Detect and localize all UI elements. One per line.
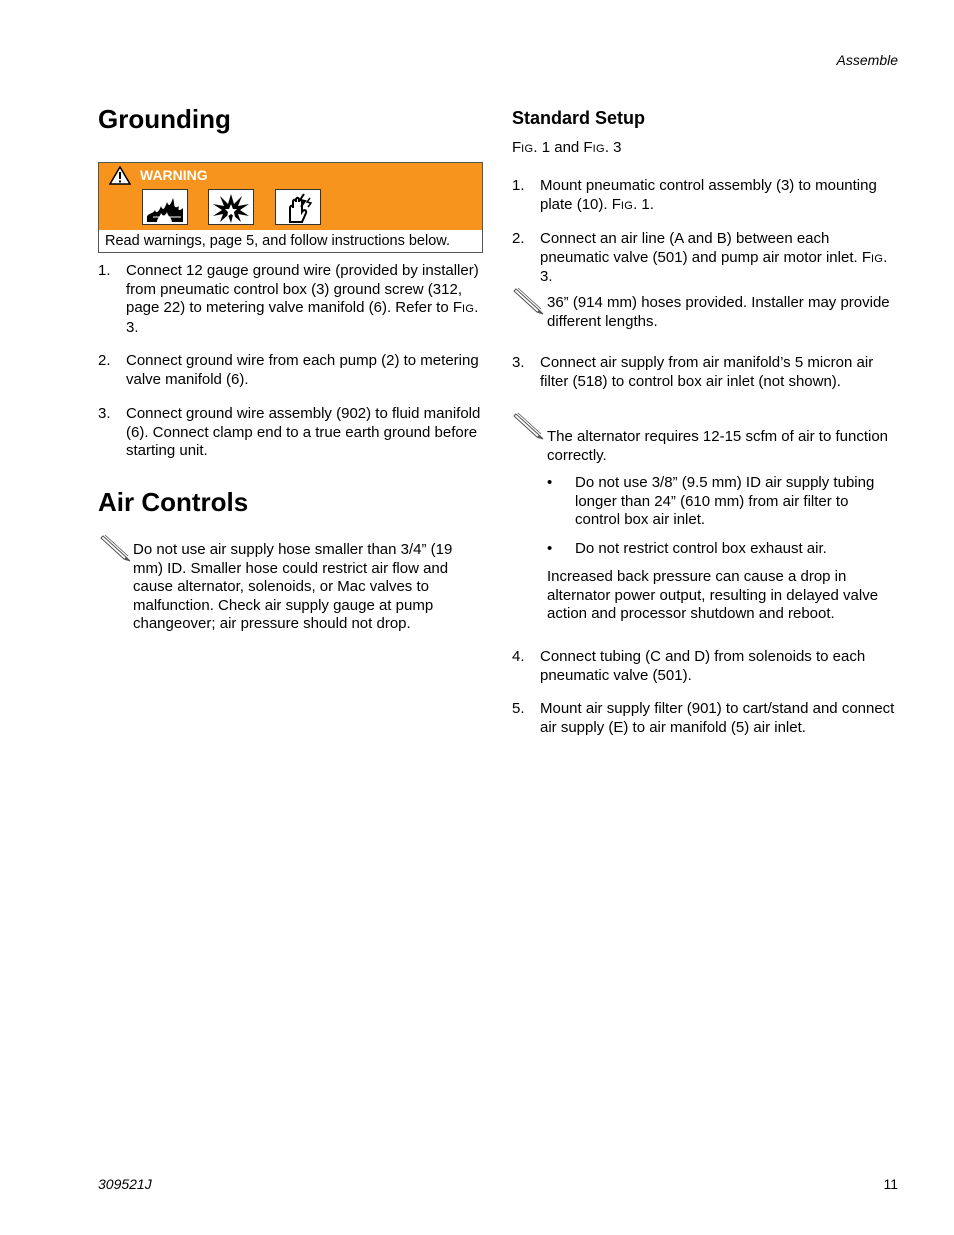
page-number: 11 [883,1176,898,1192]
document-number: 309521J [98,1176,152,1192]
setup-step-5 [512,700,902,737]
warning-triangle-icon [109,166,131,185]
step-number: 2. [512,230,525,247]
warning-box [98,162,483,253]
step-number: 4. [512,648,525,665]
step-text: Connect 12 gauge ground wire (provided by installer) from pneumatic control box (3) ground screw (312, page 22) to metering valve manifold (6). Refer to FIG. 3. [126,262,479,336]
air-controls-note: Do not use air supply hose smaller than 3/4” (19 mm) ID. Smaller hose could restrict air flow and cause alternator, solenoids, or Mac valves to malfunction. Check air supply gauge at pump changeover; air pressure should not drop. [133,541,453,632]
step-number: 1. [512,177,525,194]
step-number: 3. [512,354,525,371]
warning-label: WARNING [140,167,208,183]
alternator-note: The alternator requires 12-15 scfm of air to function correctly. [547,428,889,464]
explosion-hazard-icon [208,189,254,225]
step-text: Mount air supply filter (901) to cart/stand and connect air supply (E) to air manifold (5) air inlet. [540,700,895,736]
bullet-item [547,540,892,559]
grounding-step-2 [98,352,484,389]
step-text: Connect ground wire assembly (902) to fluid manifold (6). Connect clamp end to a true earth ground before starting unit. [126,405,481,459]
electric-shock-icon [275,189,321,225]
step-text: Connect ground wire from each pump (2) to metering valve manifold (6). [126,352,479,388]
running-header: Assemble [836,52,898,68]
bullet-text: Do not restrict control box exhaust air. [575,540,827,557]
grounding-step-3 [98,405,484,461]
step-number: 2. [98,352,111,369]
bullet-mark: • [547,474,553,491]
setup-step-1 [512,177,902,215]
step-text: Mount pneumatic control assembly (3) to mounting plate (10). FIG. 1. [540,177,877,213]
setup-step-3 [512,354,902,391]
step-text: Connect tubing (C and D) from solenoids to each pneumatic valve (501). [540,648,866,684]
step-number: 1. [98,262,111,279]
figure-reference: FIG. 1 and FIG. 3 [512,139,622,156]
grounding-heading: Grounding [98,104,231,134]
bullet-text: Do not use 3/8” (9.5 mm) ID air supply tubing longer than 24” (610 mm) from air filter to control box air inlet. [575,474,875,528]
fire-hazard-icon [142,189,188,225]
step-number: 3. [98,405,111,422]
step-text: Connect an air line (A and B) between each pneumatic valve (501) and pump air motor inlet. FIG. 3. [540,230,888,285]
step-number: 5. [512,700,525,717]
bullet-item [547,474,892,530]
step-text: Connect air supply from air manifold’s 5 micron air filter (518) to control box air inlet (not shown). [540,354,874,390]
warning-band [99,163,482,230]
setup-step-4 [512,648,902,685]
note-pencil-icon [513,286,545,316]
setup-step-2 [512,230,902,287]
air-controls-heading: Air Controls [98,487,249,517]
standard-setup-heading: Standard Setup [512,108,646,128]
bullet-mark: • [547,540,553,557]
warning-text: Read warnings, page 5, and follow instructions below. [105,233,450,249]
grounding-step-1 [98,262,484,337]
note-pencil-icon [513,411,545,441]
note-pencil-icon [100,533,132,563]
hoses-note: 36” (914 mm) hoses provided. Installer may provide different lengths. [547,294,890,330]
back-pressure-note: Increased back pressure can cause a drop in alternator power output, resulting in delayed valve action and processor shutdown and reboot. [547,568,879,622]
